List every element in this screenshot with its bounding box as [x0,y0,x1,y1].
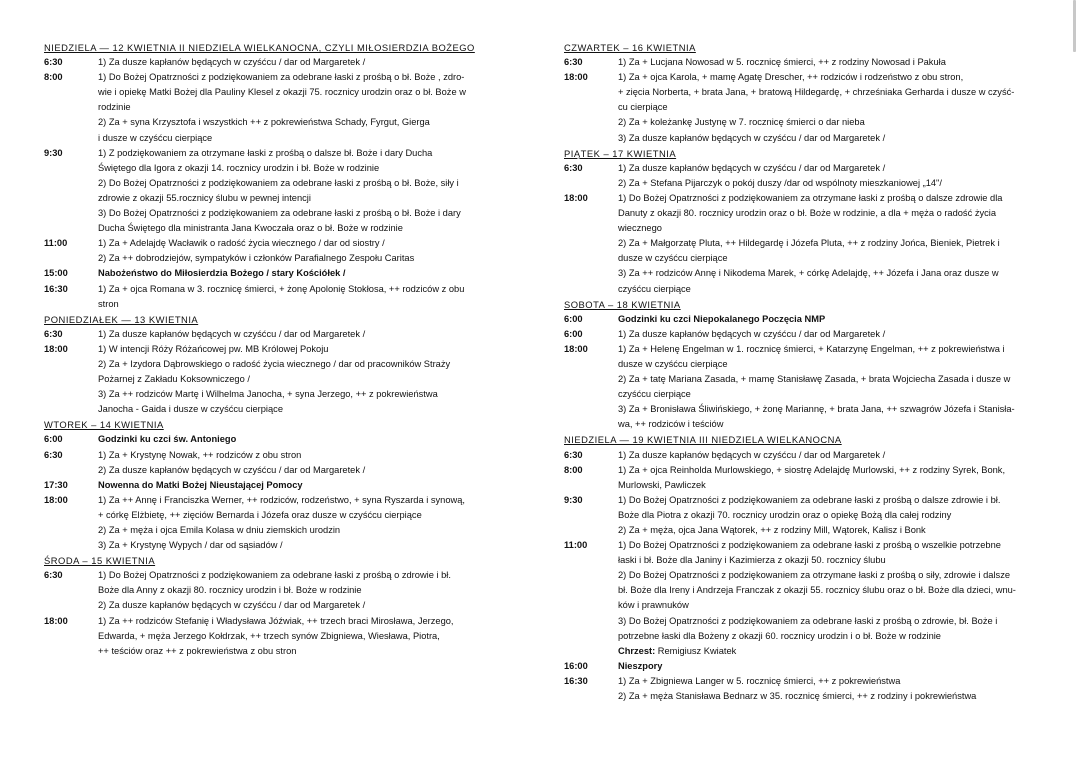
intention-line: 1) W intencji Róży Różańcowej pw. MB Królowej Pokoju [98,343,329,354]
mass-time [564,644,618,659]
mass-time: 6:00 [44,434,63,445]
mass-time: 9:30 [564,494,583,505]
intention-text [98,266,514,281]
intention-line: 1) Za dusze kapłanów będących w czyśćcu / dar od Margaretek / [618,328,886,339]
intention-text [98,432,514,447]
intention-text [618,312,1040,327]
mass-entry [564,312,1040,327]
intention-line: 2) Za + męża Stanisława Bednarz w 35. rocznicę śmierci, ++ z rodziny i pokrewieństwa [618,691,977,702]
intention-line: zdrowie z okazji 55.rocznicy ślubu w pewnej intencji [98,192,311,203]
intention-line: 1) Za + ojca Romana w 3. rocznicę śmierci, + żonę Apolonię Stokłosa, ++ rodziców z obu [98,283,465,294]
intention-line: + zięcia Norberta, + brata Jana, + bratową Hildegardę, + chrześniaka Gerharda i dusze w czyść- [618,87,1015,98]
mass-entry [44,448,514,478]
mass-entry [564,161,1040,191]
mass-entry [44,236,514,266]
mass-time: 11:00 [44,238,68,249]
mass-entry [44,282,514,312]
intention-line: stron [98,298,119,309]
day-heading: PONIEDZIAŁEK — 13 KWIETNIA [44,313,199,325]
intention-text [98,448,514,478]
intention-line: 3) Za dusze kapłanów będących w czyśćcu / dar od Margaretek / [618,132,886,143]
intention-text [98,342,514,417]
intention-line: 1) Za + Krystynę Nowak, ++ rodziców z obu stron [98,449,302,460]
intention-text [98,478,514,493]
intention-line: Pożarnej z Zakładu Koksowniczego / [98,374,250,385]
mass-entry [44,614,514,659]
intention-line: 3) Do Bożej Opatrzności z podziękowaniem za odebrane łaski z prośbą o bł. Boże i dary [98,208,461,219]
intention-line: Edwarda, + męża Jerzego Kołdrzak, ++ trzech synów Zbigniewa, Wiesława, Piotra, [98,630,440,641]
mass-entry [564,70,1040,145]
mass-entry [564,463,1040,493]
intention-line: czyśćcu cierpiące [618,283,691,294]
intention-text [618,463,1040,493]
mass-time: 18:00 [44,615,68,626]
mass-time: 8:00 [44,72,63,83]
intention-text [618,448,1040,463]
intention-line: 1) Za + Helenę Engelman w 1. rocznicę śmierci, + Katarzynę Engelman, ++ z pokrewieństwa i [618,343,1005,354]
intention-line: + córkę Elżbietę, ++ zięciów Bernarda i Józefa oraz dusze w czyśćcu cierpiące [98,509,422,520]
intention-text [618,644,1040,659]
mass-time: 8:00 [564,464,583,475]
intention-line: wa, ++ rodziców i teściów [618,419,724,430]
mass-entry [44,478,514,493]
day-heading: PIĄTEK – 17 KWIETNIA [564,147,677,159]
mass-entry [564,538,1040,644]
intention-line: 1) Do Bożej Opatrzności z podziękowaniem za odebrane łaski z prośbą o dalsze zdrowie i bł. [618,494,1001,505]
intention-line: Nowenna do Matki Bożej Nieustającej Pomocy [98,479,303,490]
intention-line: 1) Za + ojca Karola, + mamę Agatę Drescher, ++ rodziców i rodzeństwo z obu stron, [618,72,964,83]
mass-entry [564,674,1040,704]
left-column [44,40,514,659]
day-heading: WTOREK – 14 KWIETNIA [44,419,164,431]
intention-text [618,538,1040,644]
mass-entry [564,327,1040,342]
mass-entry [44,266,514,281]
mass-time: 18:00 [564,72,588,83]
mass-entry [564,342,1040,433]
mass-entry [564,659,1040,674]
intention-text [98,236,514,266]
day-heading: SOBOTA – 18 KWIETNIA [564,298,681,310]
scrollbar[interactable] [1073,0,1076,52]
intention-line: cu cierpiące [618,102,668,113]
intention-text [98,55,514,70]
mass-time: 18:00 [44,494,68,505]
day-heading: NIEDZIELA — 12 KWIETNIA II NIEDZIELA WIELKANOCNA, CZYLI MIŁOSIERDZIA BOŻEGO [44,42,475,53]
intention-line: wie i opiekę Matki Bożej dla Pauliny Klesel z okazji 75. rocznicy urodzin oraz o bł. Boże w [98,87,466,98]
intention-line: 2) Za + Izydora Dąbrowskiego o radość życia wiecznego / dar od pracowników Straży [98,358,451,369]
intention-line: 2) Za + syna Krzysztofa i wszystkich ++ z pokrewieństwa Schady, Fyrgut, Gierga [98,117,430,128]
intention-line: 1) Za + Adelajdę Wacławik o radość życia wiecznego / dar od siostry / [98,238,385,249]
intention-line: 3) Za ++ rodziców Annę i Nikodema Marek, + córkę Adelajdę, ++ Józefa i Jana oraz dusze w [618,268,999,279]
intention-line: Danuty z okazji 80. rocznicy urodzin oraz o bł. Boże w rodzinie, a dla + męża o radość życia [618,208,996,219]
mass-entry [564,191,1040,297]
mass-entry [44,70,514,145]
intention-text [618,191,1040,297]
intention-line: 3) Do Bożej Opatrzności z podziękowaniem za odebrane łaski z prośbą o zdrowie, bł. Boże i [618,615,998,626]
intention-line: 1) Do Bożej Opatrzności z podziękowaniem za odebrane łaski z prośbą o wszelkie potrzebne [618,540,1001,551]
mass-time: 6:30 [44,57,63,68]
intention-line: Godzinki ku czci Niepokalanego Poczęcia NMP [618,313,826,324]
intention-line: Boże dla Piotra z okazji 70. rocznicy urodzin oraz o opiekę Bożą dla całej rodziny [618,509,952,520]
mass-time: 6:30 [44,570,63,581]
intention-line: łaski i bł. Boże dla Janiny i Kazimierza z okazji 50. rocznicy ślubu [618,555,886,566]
intention-line: 1) Za ++ rodziców Stefanię i Władysława Jóźwiak, ++ trzech braci Mirosława, Jerzego, [98,615,454,626]
intention-line: Godzinki ku czci św. Antoniego [98,434,237,445]
mass-entry [44,493,514,553]
mass-time: 6:30 [564,449,583,460]
intention-line: Nabożeństwo do Miłosierdzia Bożego / stary Kościółek / [98,268,346,279]
intention-line: 2) Za + koleżankę Justynę w 7. rocznicę śmierci o dar nieba [618,117,865,128]
intention-line: Nieszpory [618,660,663,671]
intention-line: dusze w czyśćcu cierpiące [618,253,728,264]
intention-line: 1) Do Bożej Opatrzności z podziękowaniem za odebrane łaski z prośbą o bł. Boże , zdro- [98,72,465,83]
intention-line: Boże dla Anny z okazji 80. rocznicy urodzin i bł. Boże w rodzinie [98,585,362,596]
intention-line: 1) Do Bożej Opatrzności z podziękowaniem za otrzymane łaski z prośbą o dalsze zdrowie dla [618,192,1003,203]
mass-entry [564,55,1040,70]
intention-line: Murlowski, Pawliczek [618,479,706,490]
intention-text [618,342,1040,433]
intention-line: 2) Za + Stefana Pijarczyk o pokój duszy /dar od wspólnoty mieszkaniowej „14"/ [618,177,942,188]
intention-text [618,659,1040,674]
intention-line: 2) Za + męża i ojca Emila Kolasa w dniu ziemskich urodzin [98,525,341,535]
mass-entry [44,327,514,342]
mass-time: 11:00 [564,540,588,551]
right-column [564,40,1040,704]
intention-text [98,493,514,553]
mass-time: 16:30 [564,675,588,686]
intention-line: potrzebne łaski dla Bożeny z okazji 60. rocznicy urodzin i o bł. Boże w rodzinie [618,630,941,641]
intention-line: 1) Za dusze kapłanów będących w czyśćcu / dar od Margaretek / [618,449,886,460]
intention-line: ków i prawnuków [618,600,689,611]
intention-text [618,161,1040,191]
mass-time: 9:30 [44,147,63,158]
intention-line: rodzinie [98,102,131,113]
intention-text [618,70,1040,145]
intention-line: wiecznego [618,223,662,234]
day-heading: NIEDZIELA — 19 KWIETNIA III NIEDZIELA WIELKANOCNA [564,434,842,446]
intention-line: 1) Za + ojca Reinholda Murlowskiego, + siostrę Adelajdę Murlowski, ++ z rodziny Syrek, Bonk, [618,464,1006,475]
mass-time: 6:30 [44,328,63,339]
mass-time: 18:00 [564,192,588,203]
intention-line: i dusze w czyśćcu cierpiące [98,132,213,143]
mass-time: 15:00 [44,268,68,279]
intention-line: 2) Do Bożej Opatrzności z podziękowaniem za otrzymane łaski z prośbą o siły, zdrowie i dalsze [618,570,1011,581]
intention-line: Świętego dla Igora z okazji 14. rocznicy urodzin i bł. Boże w rodzinie [98,162,380,173]
intention-line: czyśćcu cierpiące [618,389,691,400]
mass-time: 6:30 [44,449,63,460]
intention-line: 1) Do Bożej Opatrzności z podziękowaniem za odebrane łaski z prośbą o zdrowie i bł. [98,570,451,581]
intention-line: 1) Za + Zbigniewa Langer w 5. rocznicę śmierci, ++ z pokrewieństwa [618,675,901,686]
intention-text [618,327,1040,342]
intention-line: 2) Za + Małgorzatę Pluta, ++ Hildegardę i Józefa Pluta, ++ z rodziny Jońca, Bieniek, Pietrek i [618,238,1000,249]
intention-line: 2) Za dusze kapłanów będących w czyśćcu / dar od Margaretek / [98,464,366,475]
mass-entry [44,568,514,613]
intention-line: Janocha - Gaida i dusze w czyśćcu cierpiące [98,404,283,415]
mass-time: 16:00 [564,660,588,671]
mass-entry [564,493,1040,538]
intention-line: dusze w czyśćcu cierpiące [618,358,728,369]
intention-line: 2) Za + tatę Mariana Zasada, + mamę Stanisławę Zasada, + brata Wojciecha Zasada i dusze w [618,374,1011,385]
mass-time: 6:00 [564,313,583,324]
intention-line: 1) Z podziękowaniem za otrzymane łaski z prośbą o dalsze bł. Boże i dary Ducha [98,147,433,158]
mass-time: 16:30 [44,283,68,294]
intention-line: 2) Do Bożej Opatrzności z podziękowaniem za odebrane łaski z prośbą o bł. Boże, siły i [98,177,459,188]
mass-time: 18:00 [44,343,68,354]
intention-line: Ducha Świętego dla ministranta Jana Kwoczała oraz o bł. Boże w rodzinie [98,223,403,234]
mass-time: 6:30 [564,57,583,68]
mass-entry [44,55,514,70]
intention-text [98,327,514,342]
day-heading: ŚRODA – 15 KWIETNIA [44,555,156,567]
mass-entry [44,432,514,447]
intention-text [98,70,514,145]
intention-line: ++ teściów oraz ++ z pokrewieństwa z obu stron [98,645,297,656]
intention-line: bł. Boże dla Ireny i Andrzeja Franczak z okazji 55. rocznicy ślubu oraz o bł. Boże dla dzieci, wnu- [618,585,1016,596]
intention-line: 1) Za dusze kapłanów będących w czyśćcu / dar od Margaretek / [618,162,886,173]
intention-line: 2) Za + męża, ojca Jana Wątorek, ++ z rodziny Mill, Wątorek, Kalisz i Bonk [618,525,926,535]
mass-time: 18:00 [564,343,588,354]
intention-line: 2) Za ++ dobrodziejów, sympatyków i członków Parafialnego Zespołu Caritas [98,253,415,264]
mass-time: 6:00 [564,328,583,339]
intention-line: 1) Za + Lucjana Nowosad w 5. rocznicę śmierci, ++ z rodziny Nowosad i Pakuła [618,57,946,68]
intention-line: 3) Za + Bronisława Śliwińskiego, + żonę Mariannę, + brata Jana, ++ szwagrów Józefa i Stanisła- [618,404,1015,415]
intention-text [98,146,514,237]
intention-text [98,614,514,659]
intention-line: 1) Za dusze kapłanów będących w czyśćcu / dar od Margaretek / [98,57,366,68]
intention-line: 3) Za + Krystynę Wypych / dar od sąsiadów / [98,540,283,551]
intention-line: 2) Za dusze kapłanów będących w czyśćcu / dar od Margaretek / [98,600,366,611]
day-heading: CZWARTEK – 16 KWIETNIA [564,42,696,53]
intention-line: Chrzest: Remigiusz Kwiatek [618,645,737,656]
intention-line: 1) Za ++ Annę i Franciszka Werner, ++ rodziców, rodzeństwo, + syna Ryszarda i synową, [98,494,465,505]
intention-text [98,282,514,312]
intention-line: 1) Za dusze kapłanów będących w czyśćcu / dar od Margaretek / [98,328,366,339]
mass-time: 6:30 [564,162,583,173]
mass-entry [44,342,514,417]
mass-time: 17:30 [44,479,68,490]
intention-text [618,674,1040,704]
mass-entry [564,448,1040,463]
intention-text [618,55,1040,70]
intention-line: 3) Za ++ rodziców Martę i Wilhelma Janocha, + syna Jerzego, ++ z pokrewieństwa [98,389,438,400]
intention-text [98,568,514,613]
mass-entry [564,644,1040,659]
mass-entry [44,146,514,237]
intention-text [618,493,1040,538]
